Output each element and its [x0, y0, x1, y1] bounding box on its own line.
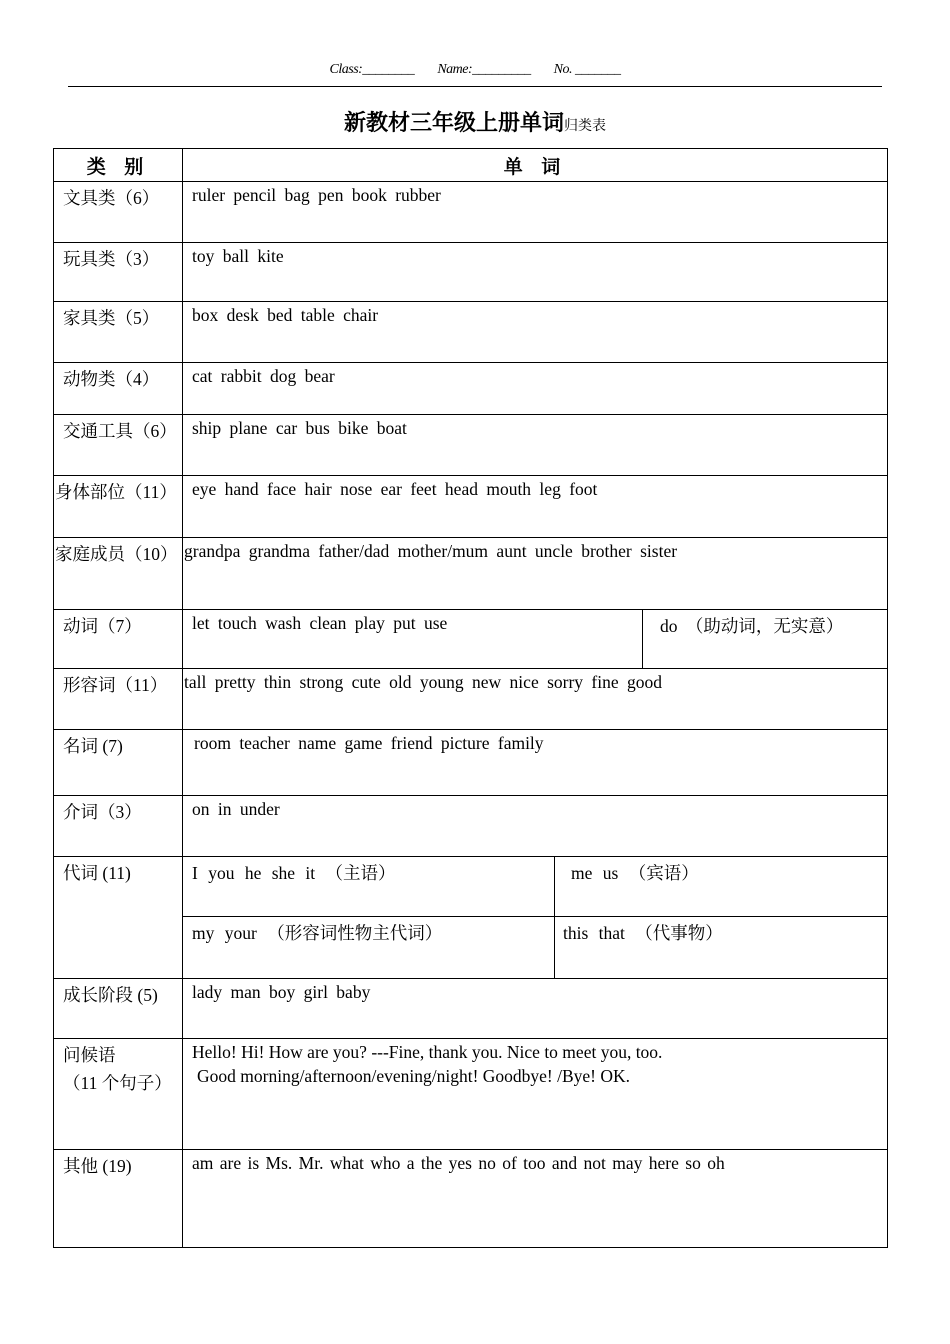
category-cell: 其他 (19): [54, 1150, 183, 1248]
category-cell: 交通工具（6）: [54, 415, 183, 476]
table-row: [54, 610, 888, 669]
words-cell: grandpa grandma father/dad mother/mum aunt uncle brother sister: [183, 538, 888, 610]
table-row: [54, 415, 888, 476]
category-cell: 介词（3）: [54, 796, 183, 857]
table-row: [54, 730, 888, 796]
words-cell: let touch wash clean play put use: [183, 610, 643, 669]
category-cell: 代词 (11): [54, 857, 183, 979]
words-cell: box desk bed table chair: [183, 302, 888, 363]
class-label: Class:________: [329, 62, 415, 77]
pronoun-subject-cell: I you he she it （主语）: [183, 857, 555, 917]
words-extra-cell: do （助动词，无实意）: [643, 610, 888, 669]
category-cell: 动物类（4）: [54, 363, 183, 415]
words-header: 单 词: [183, 149, 888, 182]
words-cell: ruler pencil bag pen book rubber: [183, 182, 888, 243]
vocabulary-table: [53, 148, 888, 1248]
table-row: [54, 302, 888, 363]
words-cell: ship plane car bus bike boat: [183, 415, 888, 476]
number-label: No. _______: [553, 62, 621, 77]
pronoun-demonstrative-cell: this that （代事物）: [555, 917, 888, 979]
category-cell: 玩具类（3）: [54, 243, 183, 302]
table-row: [54, 243, 888, 302]
table-header-row: [54, 149, 888, 182]
category-sublabel: （11 个句子）: [63, 1073, 172, 1093]
table-row: [54, 857, 888, 917]
words-cell: on in under: [183, 796, 888, 857]
category-cell: 家庭成员（10）: [54, 538, 183, 610]
student-info-header: [68, 62, 882, 87]
words-cell: lady man boy girl baby: [183, 979, 888, 1039]
category-cell: 家具类（5）: [54, 302, 183, 363]
pronoun-possessive-cell: my your （形容词性物主代词）: [183, 917, 555, 979]
category-label: 问候语: [63, 1045, 116, 1065]
table-row: [54, 363, 888, 415]
category-cell: 名词 (7): [54, 730, 183, 796]
words-cell: cat rabbit dog bear: [183, 363, 888, 415]
table-row: [54, 979, 888, 1039]
category-cell: 成长阶段 (5): [54, 979, 183, 1039]
words-cell: tall pretty thin strong cute old young new nice sorry fine good: [183, 669, 888, 730]
table-row: [54, 1150, 888, 1248]
pronoun-object-cell: me us （宾语）: [555, 857, 888, 917]
table-row: [54, 538, 888, 610]
table-row: [54, 669, 888, 730]
words-cell: room teacher name game friend picture family: [183, 730, 888, 796]
name-label: Name:_________: [437, 62, 531, 77]
greeting-line-1: Hello! Hi! How are you? ---Fine, thank you. Nice to meet you, too.: [192, 1042, 663, 1062]
category-cell: 身体部位（11）: [54, 476, 183, 538]
category-cell: 形容词（11）: [54, 669, 183, 730]
category-header: 类 别: [54, 149, 183, 182]
table-row: [54, 182, 888, 243]
table-row: [54, 476, 888, 538]
table-row: [54, 796, 888, 857]
words-cell: eye hand face hair nose ear feet head mouth leg foot: [183, 476, 888, 538]
category-cell: 动词（7）: [54, 610, 183, 669]
words-cell: toy ball kite: [183, 243, 888, 302]
greeting-line-2: Good morning/afternoon/evening/night! Goodbye! /Bye! OK.: [197, 1066, 631, 1086]
page-title: [0, 106, 950, 137]
title-main: 新教材三年级上册单词: [343, 111, 564, 136]
words-cell: [183, 1039, 888, 1150]
category-cell: 文具类（6）: [54, 182, 183, 243]
title-suffix: 归类表: [564, 118, 606, 134]
category-cell: [54, 1039, 183, 1150]
table-row: [54, 1039, 888, 1150]
words-cell: am are is Ms. Mr. what who a the yes no of too and not may here so oh: [183, 1150, 888, 1248]
